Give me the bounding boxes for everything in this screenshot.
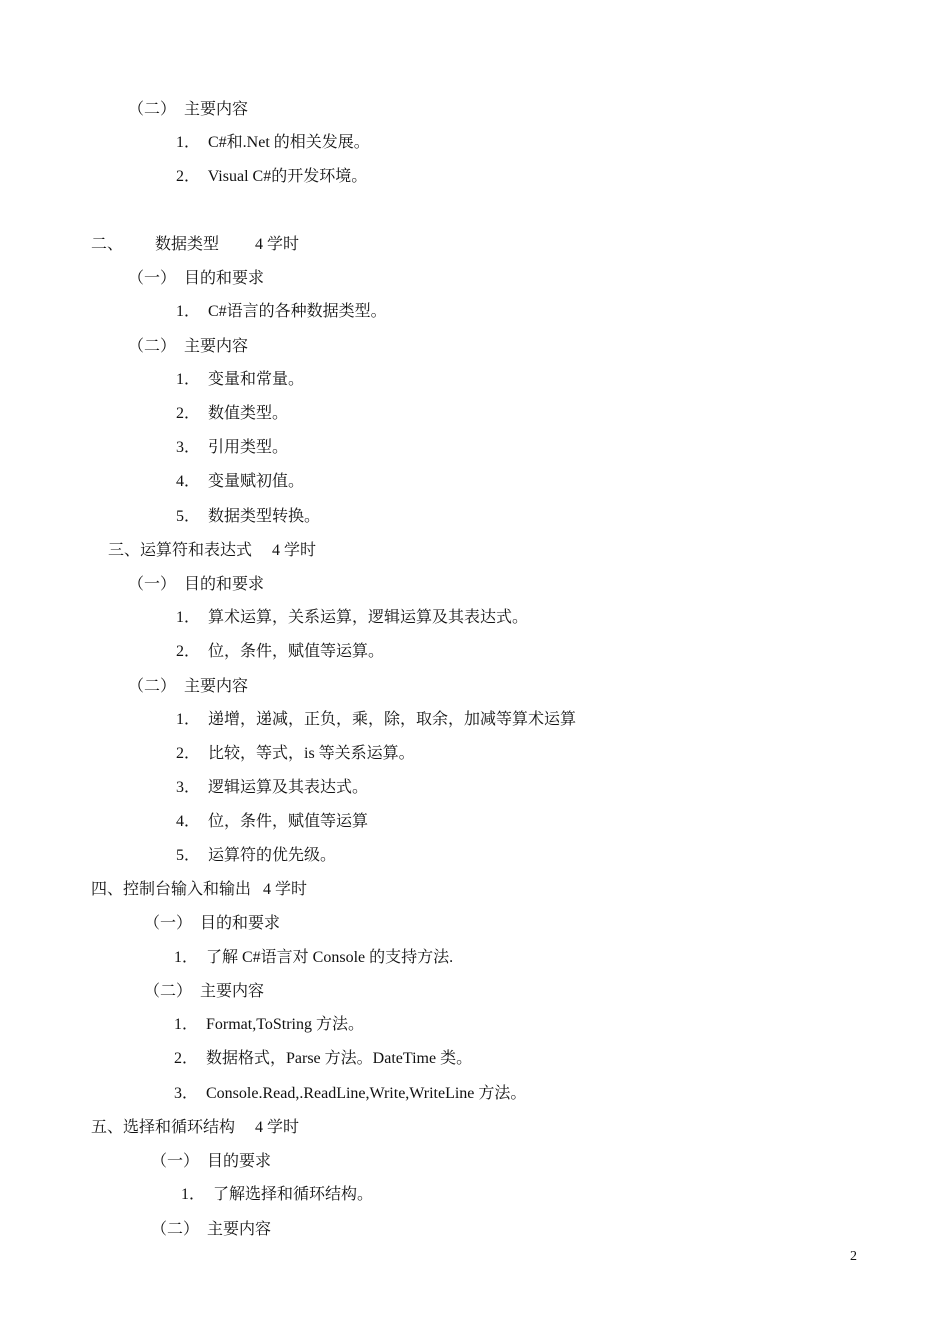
list-item: 2． 比较，等式，is 等关系运算。 — [176, 745, 415, 762]
list-item: 1． 变量和常量。 — [176, 371, 305, 388]
list-item: 1． 了解选择和循环结构。 — [181, 1186, 374, 1203]
subsection-heading: （一） 目的和要求 — [144, 915, 281, 932]
list-item: 1． 了解 C#语言对 Console 的支持方法. — [174, 949, 454, 966]
subsection-heading: （二） 主要内容 — [151, 1221, 272, 1238]
subsection-heading: （二） 主要内容 — [144, 983, 265, 1000]
subsection-heading: （一） 目的要求 — [151, 1153, 272, 1170]
subsection-heading: （二） 主要内容 — [128, 338, 249, 355]
list-item: 5． 运算符的优先级。 — [176, 847, 337, 864]
subsection-heading: （二） 主要内容 — [128, 678, 249, 695]
list-item: 1． 算术运算，关系运算，逻辑运算及其表达式。 — [176, 609, 529, 626]
page-number: 2 — [850, 1249, 857, 1264]
list-item: 4． 变量赋初值。 — [176, 473, 305, 490]
subsection-heading: （二） 主要内容 — [128, 101, 249, 118]
list-item: 2． 数据格式，Parse 方法。DateTime 类。 — [174, 1050, 473, 1067]
list-item: 2． 数值类型。 — [176, 405, 289, 422]
section-heading: 二、 数据类型 4 学时 — [91, 236, 300, 253]
subsection-heading: （一） 目的和要求 — [128, 576, 265, 593]
list-item: 1． Format,ToString 方法。 — [174, 1016, 364, 1033]
list-item: 2． 位，条件，赋值等运算。 — [176, 643, 385, 660]
list-item: 1． 递增，递减，正负，乘，除，取余，加减等算术运算 — [176, 711, 577, 728]
list-item: 1． C#和.Net 的相关发展。 — [176, 134, 370, 151]
list-item: 3． 引用类型。 — [176, 439, 289, 456]
list-item: 5． 数据类型转换。 — [176, 508, 321, 525]
list-item: 1． C#语言的各种数据类型。 — [176, 303, 387, 320]
list-item: 3． 逻辑运算及其表达式。 — [176, 779, 369, 796]
list-item: 3． Console.Read,.ReadLine,Write,WriteLine 方法。 — [174, 1085, 527, 1102]
section-heading: 三、运算符和表达式 4 学时 — [108, 542, 317, 559]
subsection-heading: （一） 目的和要求 — [128, 270, 265, 287]
section-heading: 四、控制台输入和输出 4 学时 — [91, 881, 308, 898]
list-item: 4． 位，条件，赋值等运算 — [176, 813, 369, 830]
list-item: 2． Visual C#的开发环境。 — [176, 168, 368, 185]
section-heading: 五、选择和循环结构 4 学时 — [91, 1119, 300, 1136]
